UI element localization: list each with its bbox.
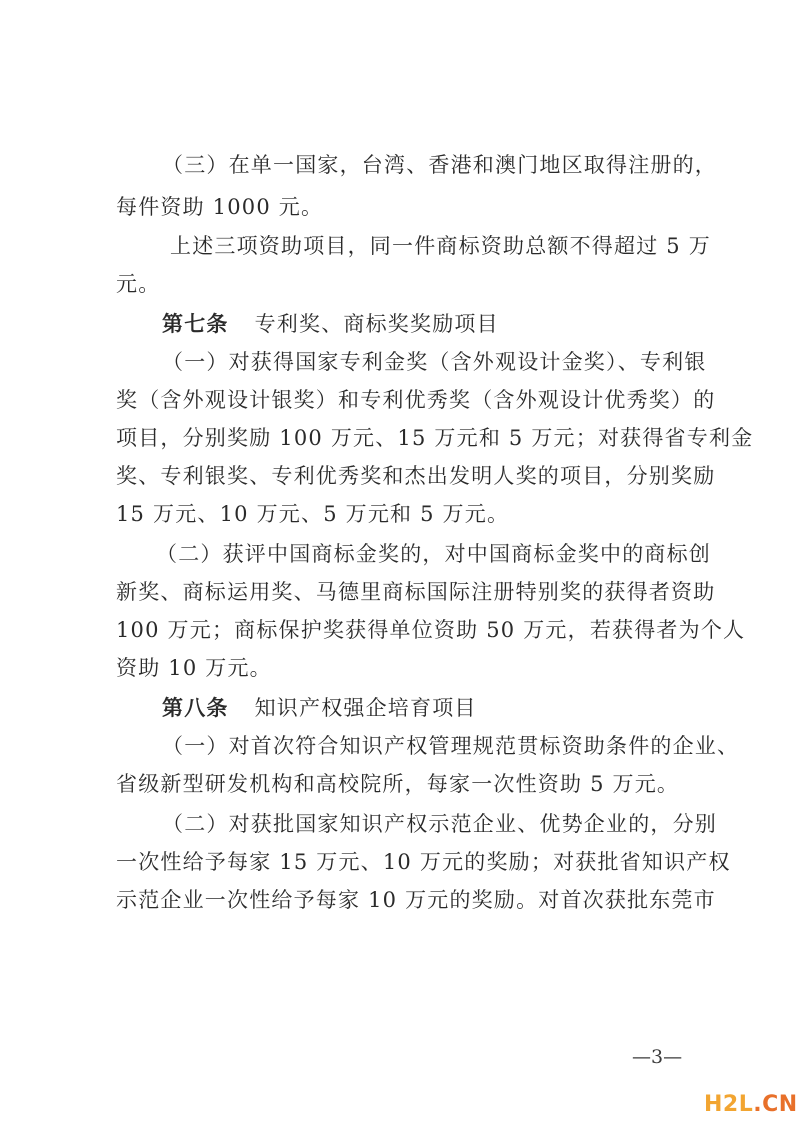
article-8-para-1-line-2: 省级新型研发机构和高校院所，每家一次性资助 5 万元。	[116, 772, 680, 796]
para-3-line-2: 每件资助 1000 元。	[116, 195, 324, 219]
article-7-heading	[162, 310, 499, 338]
summary-line-1: 上述三项资助项目，同一件商标资助总额不得超过 5 万	[170, 234, 711, 258]
article-8-label: 第八条	[162, 695, 229, 720]
watermark-tld: .CN	[753, 1092, 798, 1117]
summary-line-2: 元。	[116, 272, 161, 296]
article-7-label: 第七条	[162, 311, 229, 336]
article-7-para-1-line-5: 15 万元、10 万元、5 万元和 5 万元。	[116, 502, 510, 526]
article-8-para-2-line-2: 一次性给予每家 15 万元、10 万元的奖励；对获批省知识产权	[116, 850, 731, 874]
article-8-heading	[162, 694, 477, 722]
article-7-para-1-line-3: 项目，分别奖励 100 万元、15 万元和 5 万元；对获得省专利金	[116, 426, 754, 450]
article-7-title: 专利奖、商标奖奖励项目	[254, 312, 499, 336]
article-8-para-1-line-1: （一）对首次符合知识产权管理规范贯标资助条件的企业、	[162, 734, 740, 758]
article-7-para-2-line-2: 新奖、商标运用奖、马德里商标国际注册特别奖的获得者资助	[116, 580, 716, 604]
article-7-para-1-line-4: 奖、专利银奖、专利优秀奖和杰出发明人奖的项目，分别奖励	[116, 464, 716, 488]
article-7-para-2-line-3: 100 万元；商标保护奖获得单位资助 50 万元，若获得者为个人	[116, 618, 746, 642]
watermark-brand: H2L	[704, 1092, 754, 1117]
article-7-para-2-line-1: （二）获评中国商标金奖的，对中国商标金奖中的商标创	[156, 542, 711, 566]
page-number: —3—	[632, 1046, 683, 1068]
article-7-para-1-line-1: （一）对获得国家专利金奖（含外观设计金奖）、专利银	[162, 350, 707, 374]
article-7-para-2-line-4: 资助 10 万元。	[116, 656, 272, 680]
article-8-para-2-line-3: 示范企业一次性给予每家 10 万元的奖励。对首次获批东莞市	[116, 888, 716, 912]
article-8-title: 知识产权强企培育项目	[254, 696, 477, 720]
para-3-line-1: （三）在单一国家，台湾、香港和澳门地区取得注册的，	[162, 153, 717, 177]
article-8-para-2-line-1: （二）对获批国家知识产权示范企业、优势企业的，分别	[162, 812, 717, 836]
article-7-para-1-line-2: 奖（含外观设计银奖）和专利优秀奖（含外观设计优秀奖）的	[116, 388, 716, 412]
site-watermark	[704, 1092, 798, 1117]
